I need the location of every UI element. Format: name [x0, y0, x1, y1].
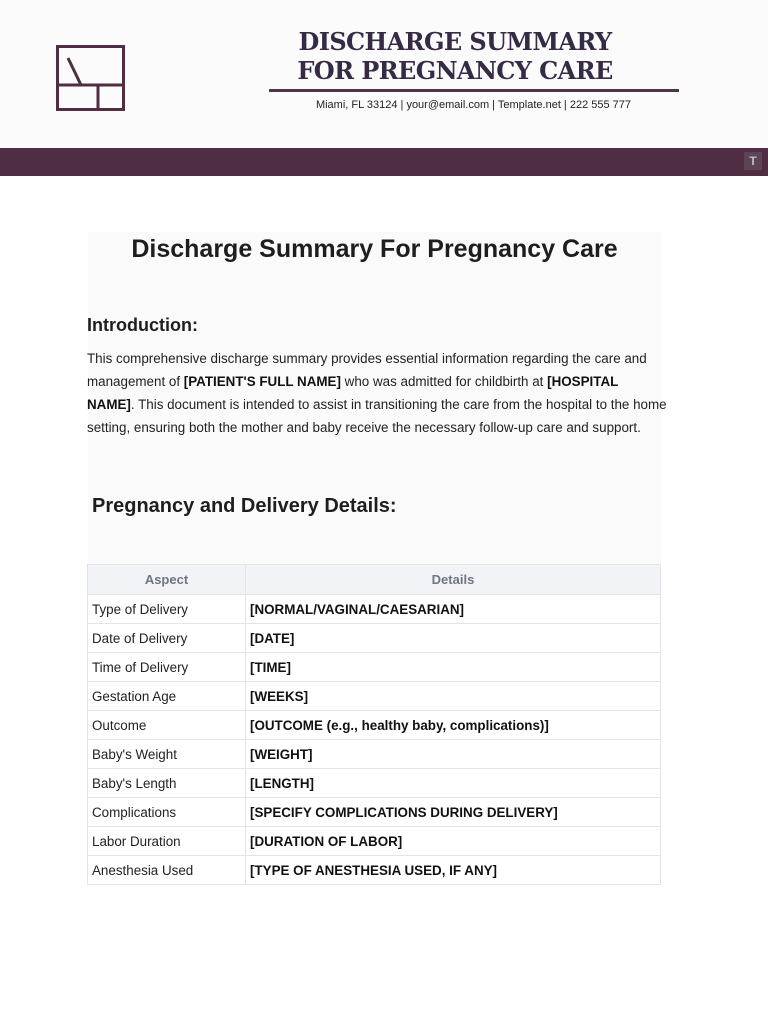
table-row: [88, 682, 661, 711]
table-row: [88, 798, 661, 827]
intro-text: . This document is intended to assist in transitioning the care from the hospital to the home setting, ensuring both the mother and baby receive the necessary follow-up care and support.: [87, 397, 667, 435]
aspect-cell: Complications: [88, 798, 246, 827]
intro-paragraph: [87, 347, 667, 439]
details-cell: [NORMAL/VAGINAL/CAESARIAN]: [246, 595, 661, 624]
details-cell: [WEIGHT]: [246, 740, 661, 769]
aspect-cell: Anesthesia Used: [88, 856, 246, 885]
company-logo-icon: [56, 45, 125, 111]
contact-line: Miami, FL 33124 | your@email.com | Template.net | 222 555 777: [315, 99, 632, 111]
patient-name-placeholder: [PATIENT'S FULL NAME]: [183, 374, 341, 389]
hospital-name-placeholder: [HOSPITAL NAME]: [87, 374, 619, 412]
details-cell: [TYPE OF ANESTHESIA USED, IF ANY]: [246, 856, 661, 885]
aspect-cell: Gestation Age: [88, 682, 246, 711]
details-cell: [SPECIFY COMPLICATIONS DURING DELIVERY]: [246, 798, 661, 827]
page-header: [0, 0, 768, 148]
table-row: [88, 827, 661, 856]
aspect-cell: Outcome: [88, 711, 246, 740]
details-cell: [TIME]: [246, 653, 661, 682]
intro-heading: Introduction:: [87, 315, 198, 335]
brand-title: DISCHARGE SUMMARY FOR PREGNANCY CARE: [297, 27, 613, 85]
template-badge-icon: T: [744, 152, 762, 170]
details-cell: [WEEKS]: [246, 682, 661, 711]
table-row: [88, 653, 661, 682]
details-cell: [OUTCOME (e.g., healthy baby, complications)]: [246, 711, 661, 740]
table-row: [88, 740, 661, 769]
accent-band: [0, 148, 768, 176]
delivery-section-heading: Pregnancy and Delivery Details:: [92, 495, 397, 517]
delivery-details-table: [87, 564, 661, 885]
aspect-cell: Baby's Length: [88, 769, 246, 798]
column-header-aspect: Aspect: [88, 565, 246, 595]
intro-text: This comprehensive discharge summary provides essential information regarding the care and management of: [87, 351, 647, 389]
table-row: [88, 769, 661, 798]
table-row: [88, 711, 661, 740]
aspect-cell: Type of Delivery: [88, 595, 246, 624]
title-divider: [269, 89, 679, 92]
aspect-cell: Labor Duration: [88, 827, 246, 856]
details-cell: [LENGTH]: [246, 769, 661, 798]
column-header-details: Details: [246, 565, 661, 595]
table-row: [88, 624, 661, 653]
aspect-cell: Date of Delivery: [88, 624, 246, 653]
table-header-row: [88, 565, 661, 595]
table-row: [88, 595, 661, 624]
document-title: Discharge Summary For Pregnancy Care: [131, 235, 618, 263]
details-cell: [DATE]: [246, 624, 661, 653]
table-row: [88, 856, 661, 885]
intro-text: who was admitted for childbirth at: [340, 374, 548, 389]
aspect-cell: Time of Delivery: [88, 653, 246, 682]
details-cell: [DURATION OF LABOR]: [246, 827, 661, 856]
aspect-cell: Baby's Weight: [88, 740, 246, 769]
